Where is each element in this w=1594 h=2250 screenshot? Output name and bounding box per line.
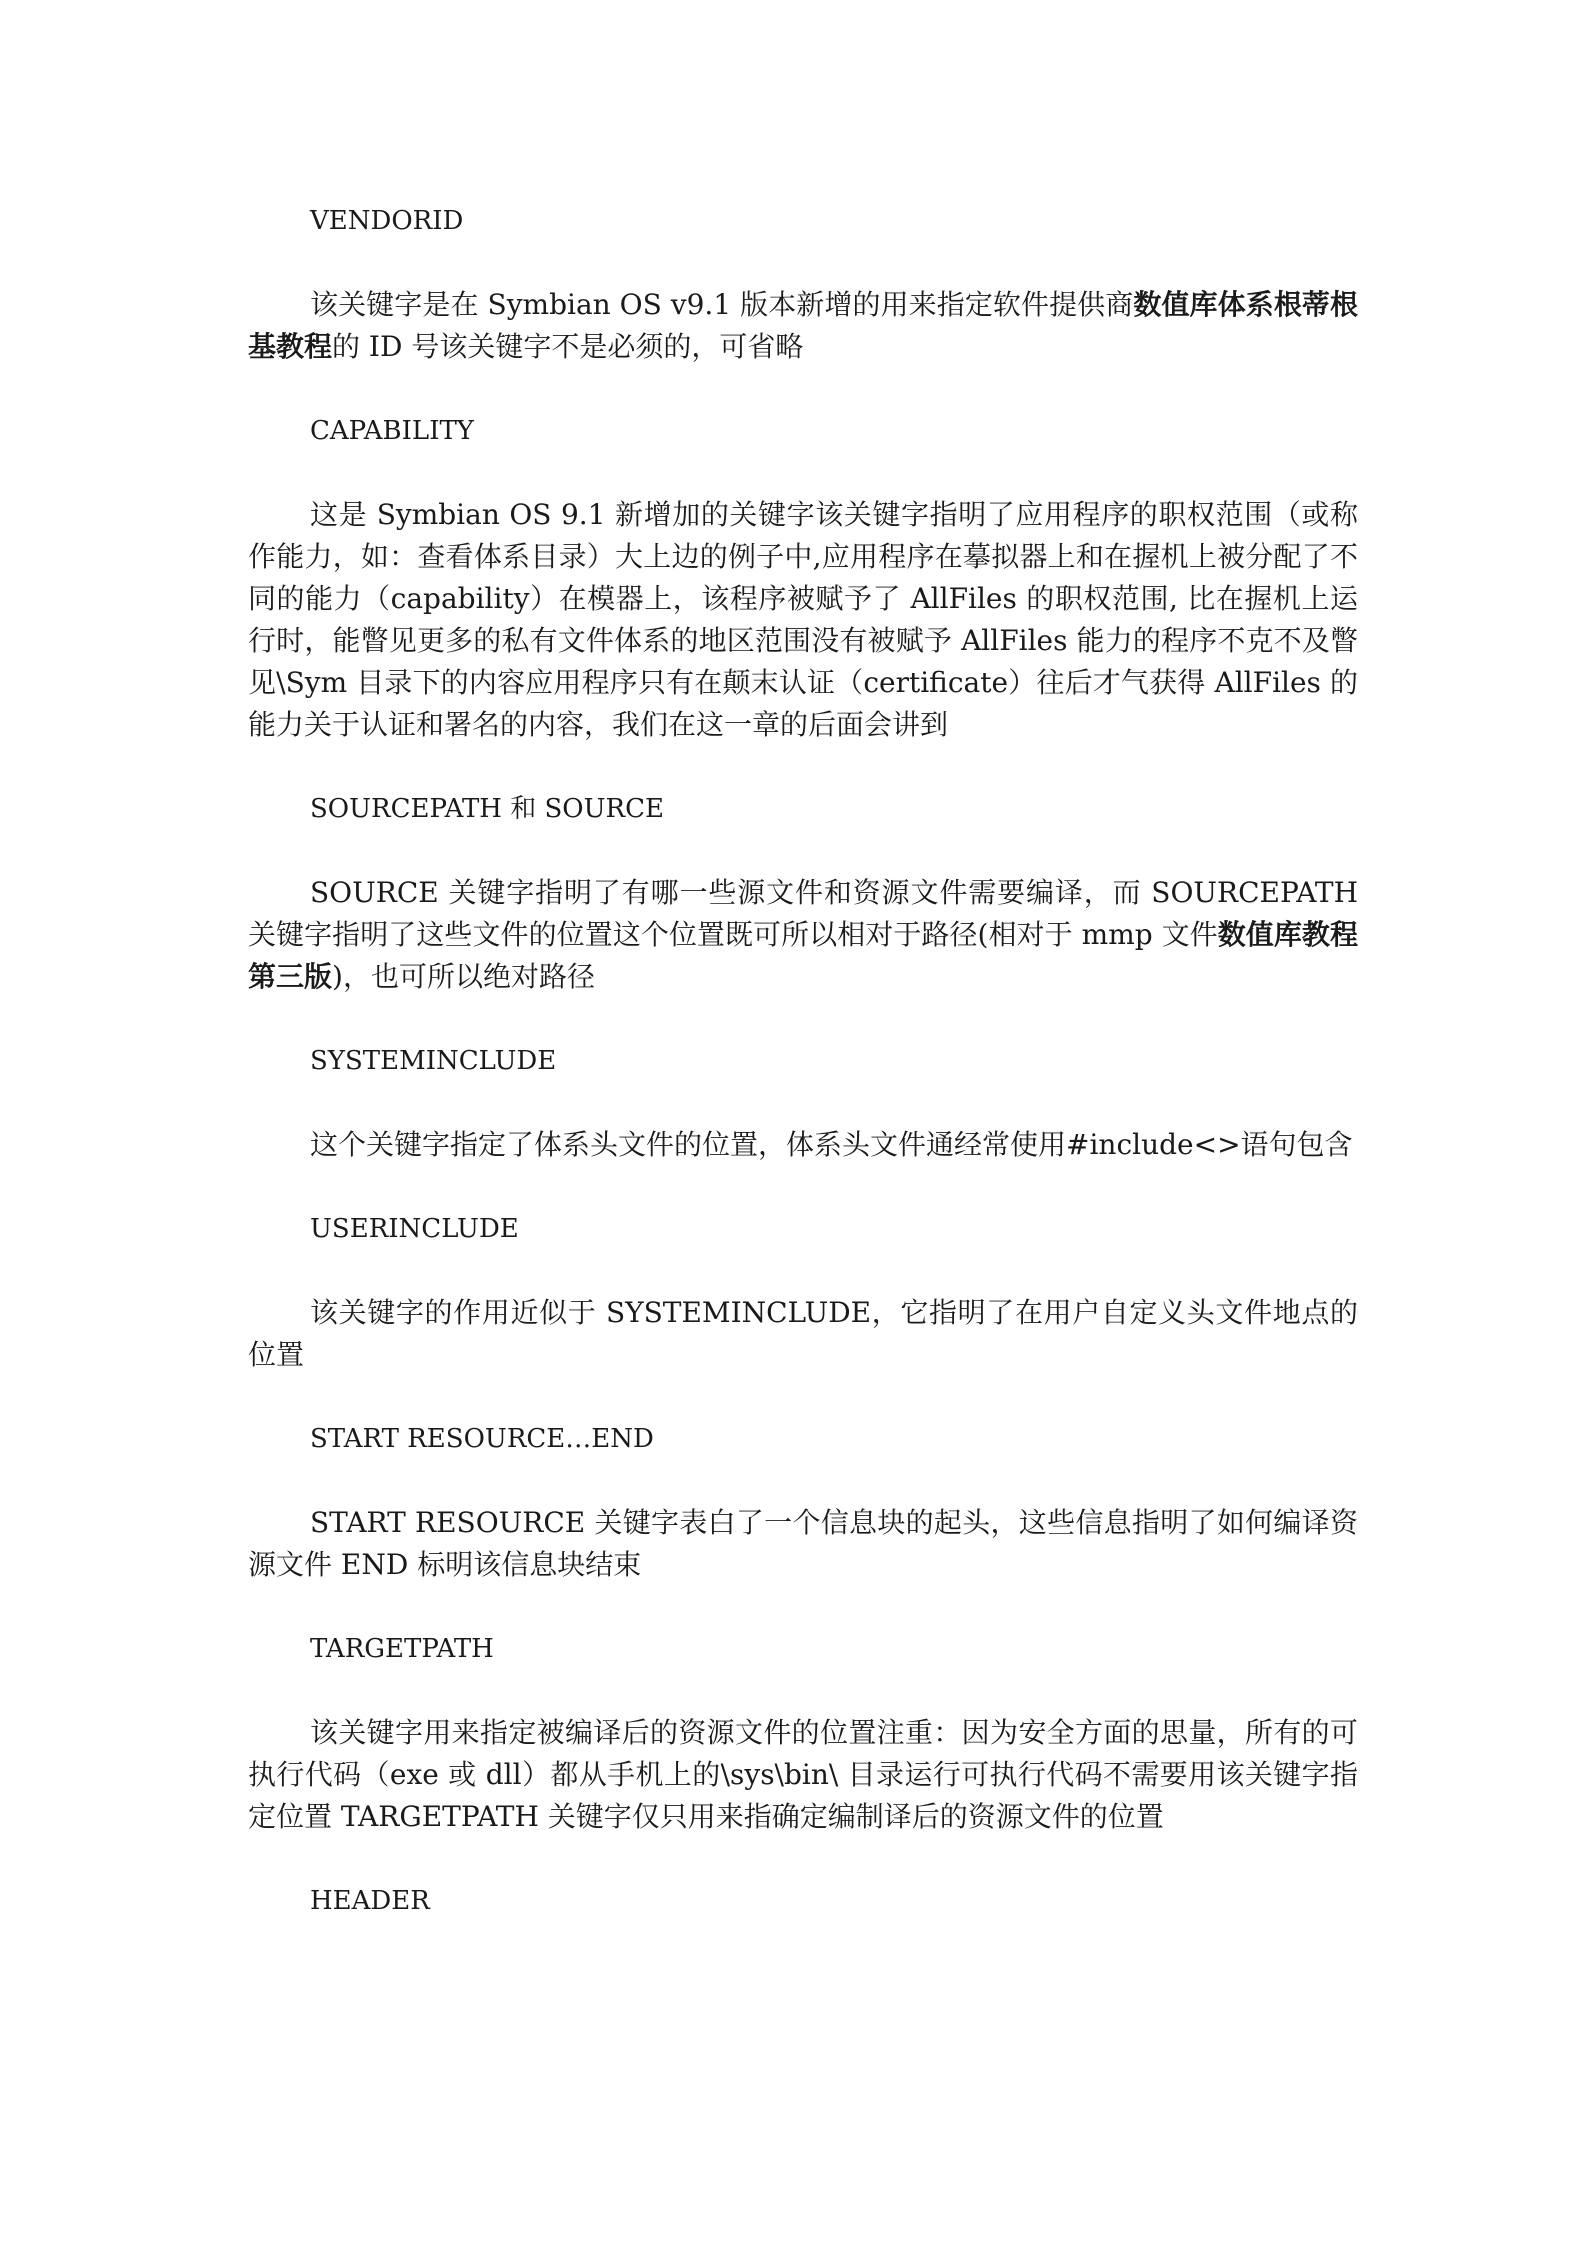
- text-run: )，也可所以绝对路径: [332, 960, 595, 993]
- section-heading: USERINCLUDE: [310, 1214, 519, 1244]
- section-heading: VENDORID: [310, 206, 464, 236]
- document-body: [248, 200, 1358, 1964]
- section-paragraph: [248, 1502, 1358, 1586]
- text-run: 这个关键字指定了体系头文件的位置，体系头文件通经常使用#include<>语句包含: [310, 1128, 1353, 1161]
- section-paragraph: [248, 1712, 1358, 1838]
- text-run: 该关键字是在 Symbian OS v9.1 版本新增的用来指定软件提供商: [310, 288, 1134, 321]
- bold-text-run: 数值库教程第三版: [248, 918, 1358, 993]
- section-paragraph: [248, 1124, 1358, 1166]
- section-heading: HEADER: [310, 1886, 430, 1916]
- text-run: 该关键字用来指定被编译后的资源文件的位置注重：因为安全方面的思量，所有的可执行代码（exe 或 dll）都从手机上的\sys\bin\ 目录运行可执行代码不需要用该关键字指定位置 TARGETPATH 关键字仅只用来指确定编制译后的资源文件的位置: [248, 1716, 1358, 1833]
- bold-text-run: 数值库体系根蒂根基教程: [248, 288, 1358, 363]
- section-heading: SYSTEMINCLUDE: [310, 1046, 557, 1076]
- section-paragraph: [248, 284, 1358, 368]
- text-run: 这是 Symbian OS 9.1 新增加的关键字该关键字指明了应用程序的职权范围（或称作能力，如：查看体系目录）大上边的例子中,应用程序在摹拟器上和在握机上被分配了不同的能力（capability）在模器上，该程序被赋予了 AllFiles 的职权范围, 比在握机上运行时，能瞥见更多的私有文件体系的地区范围没有被赋予 AllFiles 能力的程序不克不及瞥见\Sym 目录下的内容应用程序只有在颠末认证（certificate）往后才气获得 AllFiles 的能力关于认证和署名的内容，我们在这一章的后面会讲到: [248, 498, 1358, 741]
- section-heading: TARGETPATH: [310, 1634, 494, 1664]
- section-paragraph: [248, 1292, 1358, 1376]
- text-run: 该关键字的作用近似于 SYSTEMINCLUDE，它指明了在用户自定义头文件地点的位置: [248, 1296, 1358, 1371]
- text-run: 的 ID 号该关键字不是必须的，可省略: [332, 330, 804, 363]
- section-heading: SOURCEPATH 和 SOURCE: [310, 794, 664, 824]
- text-run: SOURCE 关键字指明了有哪一些源文件和资源文件需要编译，而 SOURCEPATH 关键字指明了这些文件的位置这个位置既可所以相对于路径(相对于 mmp 文件: [248, 876, 1358, 951]
- section-heading: START RESOURCE…END: [310, 1424, 654, 1454]
- section-paragraph: [248, 494, 1358, 746]
- section-paragraph: [248, 872, 1358, 998]
- text-run: START RESOURCE 关键字表白了一个信息块的起头，这些信息指明了如何编译资源文件 END 标明该信息块结束: [248, 1506, 1358, 1581]
- section-heading: CAPABILITY: [310, 416, 474, 446]
